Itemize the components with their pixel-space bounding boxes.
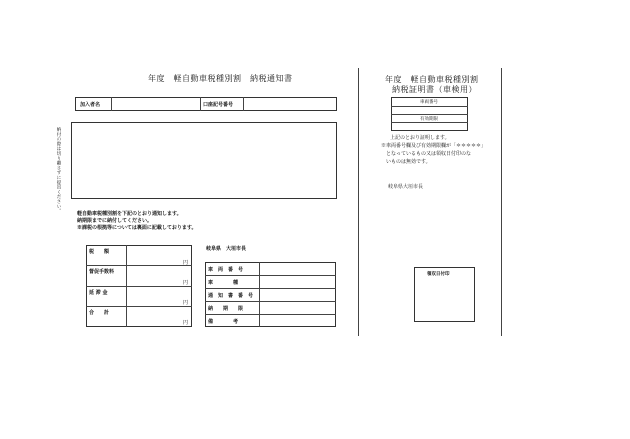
amount-label-tax: 税 額 bbox=[89, 249, 110, 255]
vehicle-label-due: 納 期 限 bbox=[208, 306, 244, 312]
notice-title: 年度 軽自動車税種別割 納税通知書 bbox=[148, 74, 293, 83]
yen-4: 円 bbox=[183, 320, 189, 326]
amount-label-late: 延 滞 金 bbox=[89, 290, 108, 296]
cert-valid-label: 有効期限 bbox=[420, 117, 438, 122]
amount-label-fee: 督促手数料 bbox=[89, 269, 115, 275]
account-divider-a bbox=[200, 97, 201, 111]
account-divider-b bbox=[243, 97, 244, 111]
cert-line-1: 上記のとおり証明します。 bbox=[390, 135, 450, 141]
amount-label-total: 合 計 bbox=[89, 310, 110, 316]
vehicle-label-remarks: 備 考 bbox=[208, 319, 239, 325]
vehicle-label-notice-no: 通 知 書 番 号 bbox=[208, 293, 254, 299]
yen-2: 円 bbox=[183, 280, 189, 286]
cert-title-line-2: 納税証明書（車検用） bbox=[392, 85, 477, 94]
cert-line-4: いものは無効です。 bbox=[381, 159, 431, 165]
perforation-line-right bbox=[501, 68, 502, 336]
cert-line-2: ※車両番号欄及び有効期限欄が「＊＊＊＊＊」 bbox=[381, 143, 487, 149]
cert-line-3: となっているもの又は領収日付印のな bbox=[381, 151, 472, 157]
cert-title-line-1: 年度 軽自動車税種別割 bbox=[385, 75, 479, 84]
vehicle-row-divider-4 bbox=[205, 314, 336, 315]
yen-1: 円 bbox=[183, 260, 189, 266]
amount-row-divider-1 bbox=[86, 265, 192, 266]
amount-row-divider-2 bbox=[86, 286, 192, 287]
amount-row-divider-3 bbox=[86, 306, 192, 307]
vehicle-row-divider-2 bbox=[205, 288, 336, 289]
vehicle-label-number: 車 両 番 号 bbox=[208, 267, 244, 273]
cert-row-divider-3 bbox=[391, 122, 468, 123]
details-box bbox=[71, 122, 337, 199]
cert-row-divider-2 bbox=[391, 114, 468, 115]
perforation-line-left bbox=[358, 68, 359, 336]
right-issuer: 岐阜県大垣市長 bbox=[388, 184, 424, 190]
notice-line-1: 軽自動車税種別割を下記のとおり通知します。 bbox=[77, 211, 182, 217]
vehicle-row-divider-1 bbox=[205, 275, 336, 276]
vehicle-label-type: 車 種 bbox=[208, 280, 239, 286]
vertical-note: 納付の際は切り離さずに提出ください。 bbox=[56, 127, 61, 214]
subscriber-divider bbox=[111, 97, 112, 111]
stamp-label: 領収日付印 bbox=[427, 272, 450, 277]
subscriber-label: 加入者名 bbox=[80, 102, 101, 108]
cert-vehicle-no-label: 車両番号 bbox=[420, 100, 438, 105]
cert-row-divider-1 bbox=[391, 106, 468, 107]
left-issuer: 岐阜県 大垣市長 bbox=[206, 246, 247, 252]
notice-line-2: 納期限までに納付してください。 bbox=[77, 218, 153, 224]
notice-line-3: ※課税の根拠等については裏面に記載しております。 bbox=[77, 225, 197, 231]
yen-3: 円 bbox=[183, 300, 189, 306]
account-label: 口座記号番号 bbox=[203, 102, 234, 108]
vehicle-row-divider-3 bbox=[205, 301, 336, 302]
vehicle-col-divider bbox=[259, 262, 260, 327]
